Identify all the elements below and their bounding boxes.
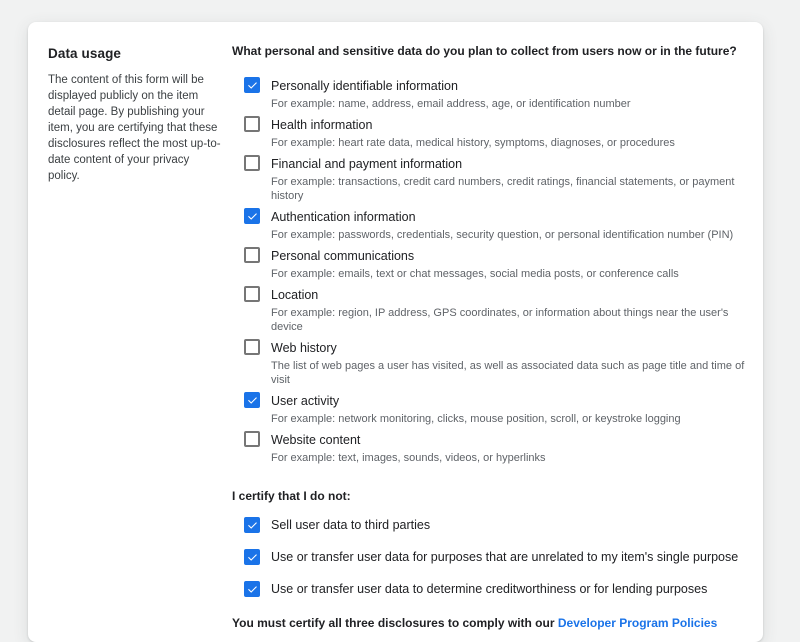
option-description: For example: text, images, sounds, videos, or hyperlinks xyxy=(271,452,546,464)
option-label: Location xyxy=(271,288,319,302)
certify-footnote xyxy=(232,616,747,631)
option-label: Personal communications xyxy=(271,249,415,263)
option-label: Web history xyxy=(271,341,337,355)
option-label: Website content xyxy=(271,433,361,447)
checkmark-icon xyxy=(246,210,259,223)
checkbox[interactable] xyxy=(244,116,260,132)
option-label: Health information xyxy=(271,118,373,132)
certify-option xyxy=(232,581,747,597)
data-collection-option xyxy=(232,77,747,111)
option-label: Use or transfer user data to determine creditworthiness or for lending purposes xyxy=(271,582,708,596)
checkbox[interactable] xyxy=(244,208,260,224)
option-description: For example: heart rate data, medical history, symptoms, diagnoses, or procedures xyxy=(271,137,675,149)
option-description: The list of web pages a user has visited, as well as associated data such as page title and time of visit xyxy=(271,360,745,386)
checkbox[interactable] xyxy=(244,517,260,533)
data-collection-option xyxy=(232,155,747,203)
option-description: For example: transactions, credit card numbers, credit ratings, financial statements, or payment history xyxy=(271,176,735,202)
certify-footnote-text: You must certify all three disclosures to comply with our xyxy=(232,616,558,630)
option-label: Use or transfer user data for purposes that are unrelated to my item's single purpose xyxy=(271,550,739,564)
option-description: For example: region, IP address, GPS coordinates, or information about things near the user's device xyxy=(271,307,729,333)
data-collection-option xyxy=(232,247,747,281)
section-intro xyxy=(48,46,224,184)
checkmark-icon xyxy=(246,79,259,92)
data-collection-option xyxy=(232,286,747,334)
data-collection-list xyxy=(232,77,747,465)
checkbox[interactable] xyxy=(244,155,260,171)
option-description: For example: name, address, email address, age, or identification number xyxy=(271,98,631,110)
certify-heading: I certify that I do not: xyxy=(232,489,351,503)
option-label: User activity xyxy=(271,394,340,408)
checkmark-icon xyxy=(246,519,259,532)
data-usage-form xyxy=(232,44,747,631)
checkmark-icon xyxy=(246,394,259,407)
checkbox[interactable] xyxy=(244,392,260,408)
checkbox[interactable] xyxy=(244,431,260,447)
data-collection-question: What personal and sensitive data do you plan to collect from users now or in the future? xyxy=(232,44,737,58)
option-label: Personally identifiable information xyxy=(271,79,458,93)
checkbox[interactable] xyxy=(244,339,260,355)
certify-list xyxy=(232,517,747,597)
section-description: The content of this form will be displayed publicly on the item detail page. By publishing your item, you are certifying that these disclosures reflect the most up-to-date content of your privacy policy. xyxy=(48,74,221,182)
data-collection-option xyxy=(232,208,747,242)
option-description: For example: network monitoring, clicks, mouse position, scroll, or keystroke logging xyxy=(271,413,681,425)
option-label: Financial and payment information xyxy=(271,157,463,171)
checkbox[interactable] xyxy=(244,286,260,302)
section-title: Data usage xyxy=(48,46,122,61)
checkbox[interactable] xyxy=(244,77,260,93)
data-collection-option xyxy=(232,116,747,150)
checkbox[interactable] xyxy=(244,549,260,565)
certify-option xyxy=(232,549,747,565)
option-label: Sell user data to third parties xyxy=(271,518,431,532)
checkbox[interactable] xyxy=(244,581,260,597)
certify-option xyxy=(232,517,747,533)
data-collection-option xyxy=(232,392,747,426)
checkmark-icon xyxy=(246,583,259,596)
option-label: Authentication information xyxy=(271,210,416,224)
option-description: For example: passwords, credentials, security question, or personal identification number (PIN) xyxy=(271,229,734,241)
developer-program-policies-link[interactable]: Developer Program Policies xyxy=(557,616,718,630)
option-description: For example: emails, text or chat messages, social media posts, or conference calls xyxy=(271,268,679,280)
data-usage-card xyxy=(28,22,763,642)
data-collection-option xyxy=(232,431,747,465)
data-collection-option xyxy=(232,339,747,387)
checkbox[interactable] xyxy=(244,247,260,263)
checkmark-icon xyxy=(246,551,259,564)
